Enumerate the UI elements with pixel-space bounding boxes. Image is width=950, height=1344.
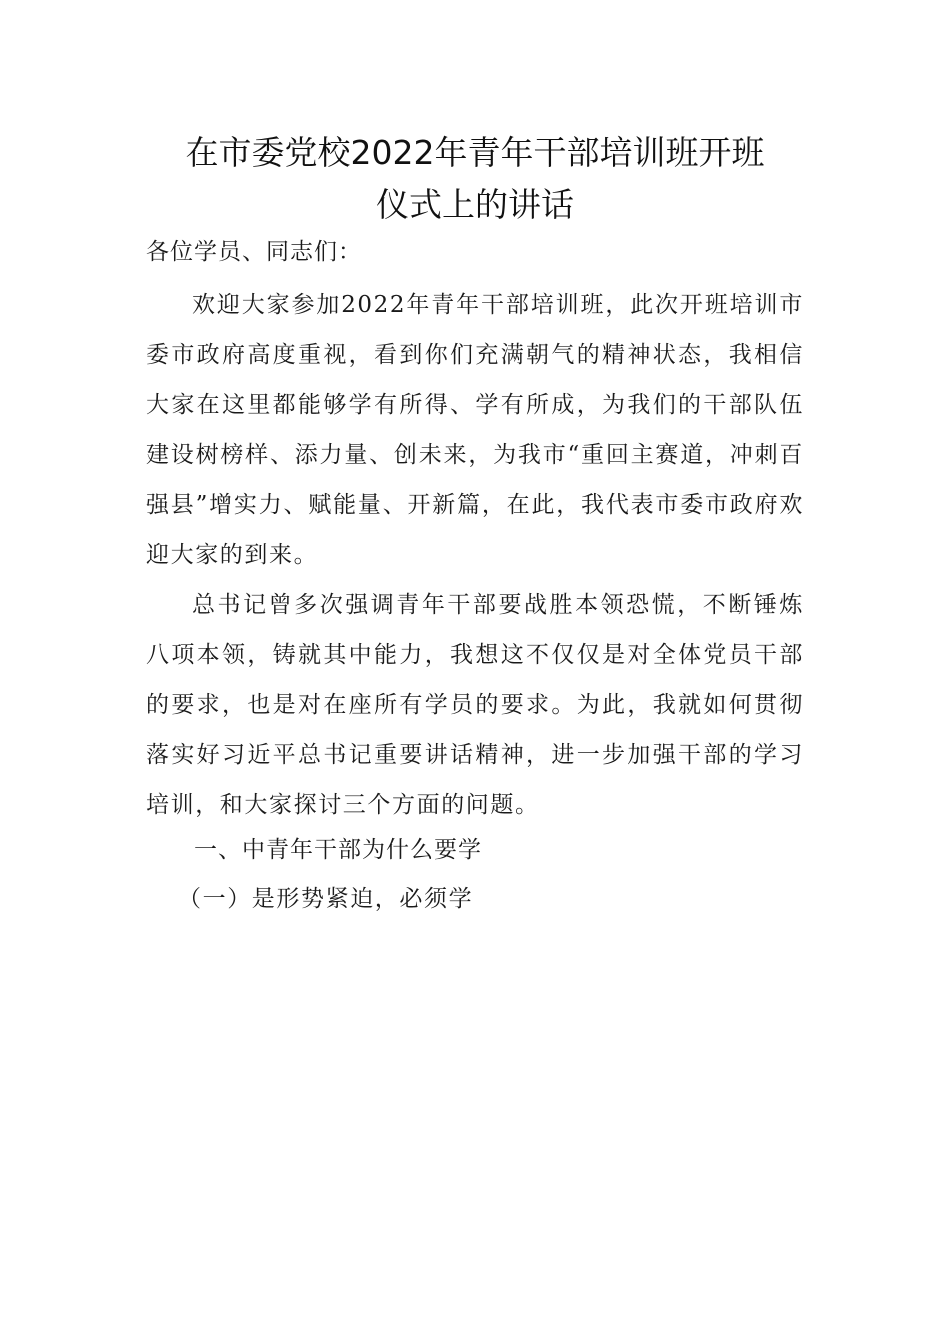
body-paragraph-1: 欢迎大家参加2022年青年干部培训班，此次开班培训市委市政府高度重视，看到你们充满朝气的精神状态，我相信大家在这里都能够学有所得、学有所成，为我们的干部队伍建设树榜样、添力量、创未来，为我市“重回主赛道，冲刺百强县”增实力、赋能量、开新篇，在此，我代表市委市政府欢迎大家的到来。 [146, 292, 804, 568]
subsection-heading: （一）是形势紧迫，必须学 [178, 886, 474, 912]
body-paragraph-2: 总书记曾多次强调青年干部要战胜本领恐慌，不断锤炼八项本领，铸就其中能力，我想这不仅仅是对全体党员干部的要求，也是对在座所有学员的要求。为此，我就如何贯彻落实好习近平总书记重要讲话精神，进一步加强干部的学习培训，和大家探讨三个方面的问题。 [146, 592, 804, 818]
salutation: 各位学员、同志们： [146, 239, 362, 265]
document-title-line-2: 仪式上的讲话 [376, 185, 574, 224]
section-heading: 一、中青年干部为什么要学 [194, 837, 482, 863]
document-title-line-1: 在市委党校2022年青年干部培训班开班 [185, 133, 765, 172]
